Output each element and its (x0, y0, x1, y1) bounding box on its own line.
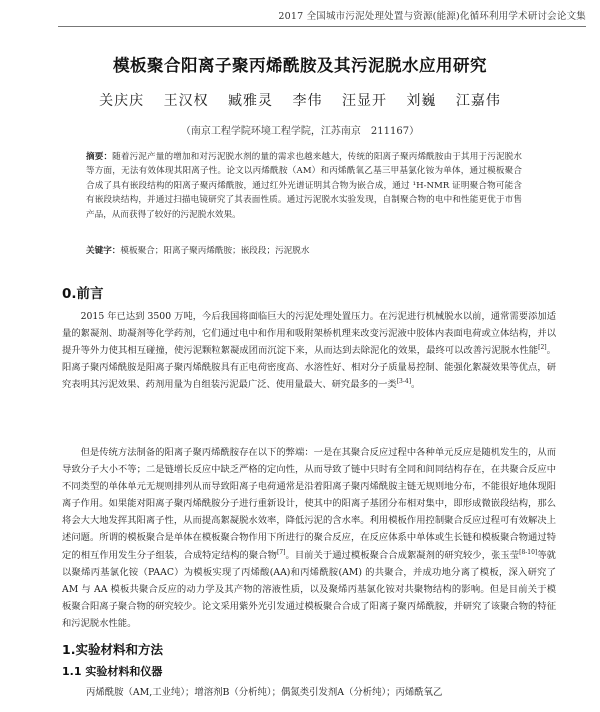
abstract-label: 摘要： (86, 152, 113, 162)
citation: [2] (538, 344, 547, 352)
author-list (0, 90, 600, 110)
para1-text-c: 。 (411, 379, 421, 391)
abstract (86, 150, 522, 222)
header-rule (58, 26, 586, 27)
abstract-text: 随着污泥产量的增加和对污泥脱水剂的量的需求也越来越大，传统的阳离子聚丙烯酰胺由于其用于污泥脱水等方面，无法有效体现其阳离子性。论文以丙烯酰胺（AM）和丙烯酰氧乙基三甲基氯化铵为单体，通过模板聚合合成了具有嵌段结构的阳离子聚丙烯酰胺，通过红外光谱证明其合物为嵌合成，通过 ¹H-NMR 证明聚合物可能含有嵌段块结构，并通过扫描电镜研究了其表面性质。通过污泥脱水实验发现，自制聚合物的电中和性能更优于市售产品，从而获得了较好的污泥脱水效果。 (86, 152, 522, 220)
keywords (86, 244, 522, 258)
intro-paragraph-2 (62, 444, 556, 632)
para1-text-a: 2015 年已达到 3500 万吨，今后我国将面临巨大的污泥处理处置压力。在污泥进行机械脱水以前，通常需要添加适量的絮凝剂、助凝剂等化学药剂，它们通过电中和作用和吸附架桥机理来改变污泥液中胶体内表面电荷或立体结构，并以提升等外力使其相互碰撞，使污泥颗粒絮凝成团而沉淀下来，从而达到去除泥化的效果，最终可以改善污泥脱水性能 (62, 311, 556, 357)
author-name: 刘巍 (406, 93, 437, 109)
paper-title: 模板聚合阳离子聚丙烯酰胺及其污泥脱水应用研究 (113, 56, 487, 75)
author-name: 李伟 (292, 93, 323, 109)
section-heading-intro: 0.前言 (62, 286, 104, 302)
para2-text-b: 。目前关于通过模板聚合合成絮凝剂的研究较少，张玉莹 (285, 549, 520, 561)
citation: [3-4] (396, 378, 412, 386)
citation: [8-10] (519, 548, 538, 556)
author-name: 汪显开 (341, 93, 387, 109)
author-name: 江嘉伟 (455, 93, 501, 109)
para2-text-c: 等就以聚烯丙基氯化铵（PAAC）为模板实现了丙烯酸(AA)和丙烯酰胺(AM) 的共聚合，并成功地分离了模板，深入研究了 AM 与 AA 模板共聚合反应的动力学及其产物的溶液性质，以及聚烯丙基氯化铵对共聚物结构的影响。但是目前关于模板聚合阳离子聚合物的研究较少。论文采用紫外光引发通过模板聚合合成了阳离子聚丙烯酰胺，并研究了该聚合物的特征和污泥脱水性能。 (62, 549, 556, 629)
keywords-text: 模板聚合；阳离子聚丙烯酰胺；嵌段段；污泥脱水 (120, 246, 310, 256)
author-name: 臧雅灵 (228, 93, 274, 109)
affiliation: （南京工程学院环境工程学院，江苏南京 211167） (180, 126, 420, 137)
subsection-heading-materials: 1.1 实验材料和仪器 (62, 665, 163, 678)
intro-paragraph-1 (62, 308, 556, 393)
para1-text-b: 。阳离子聚丙烯酰胺是阳离子聚丙烯酰胺具有正电荷密度高、水溶性好、相对分子质量易控制、能强化絮凝效果等优点，研究表明其污泥效果、药剂用量为自组装污泥最广泛、使用量最大、研究最多的一类 (62, 345, 556, 391)
materials-text: 丙烯酰胺（AM,工业纯）；增溶剂B（分析纯）；偶氮类引发剂A（分析纯）；丙烯酰氧乙 (86, 687, 443, 698)
keywords-label: 关键字： (86, 246, 121, 256)
section-heading-methods: 1.实验材料和方法 (62, 642, 163, 657)
citation: [7] (276, 548, 286, 556)
author-name: 王汉权 (163, 93, 209, 109)
para2-text-a: 但是传统方法制备的阳离子聚丙烯酰胺存在以下的弊端：一是在其聚合反应过程中各种单元反应是随机发生的，从而导致分子大小不等；二是链增长反应中缺乏严格的定向性，从而导致了链中只时有全同和间同结构存在，在共聚合反应中不同类型的单体单元无规则排列从而导致阳离子电荷通常是沿着阳离子聚丙烯酰胺主链无规则地分布，不能很好地体现阳离子作用。如果能对阳离子聚丙烯酰胺分子进行重新设计，使其中的阳离子基团分布相对集中，即形成微嵌段结构，那么将会大大地发挥其阳离子性，从而提高絮凝脱水效率，降低污泥的含水率。利用模板作用控制聚合反应过程可有效解决上述问题。所谓的模板聚合是单体在模板聚合物作用下所进行的聚合反应，在反应体系中单体或生长链和模板聚合物通过特定的相互作用发生分子组装，合成特定结构的聚合物 (62, 447, 556, 561)
running-header: 2017 全国城市污泥处理处置与资源(能源)化循环利用学术研讨会论文集 (278, 11, 586, 22)
author-name: 关庆庆 (99, 93, 145, 109)
